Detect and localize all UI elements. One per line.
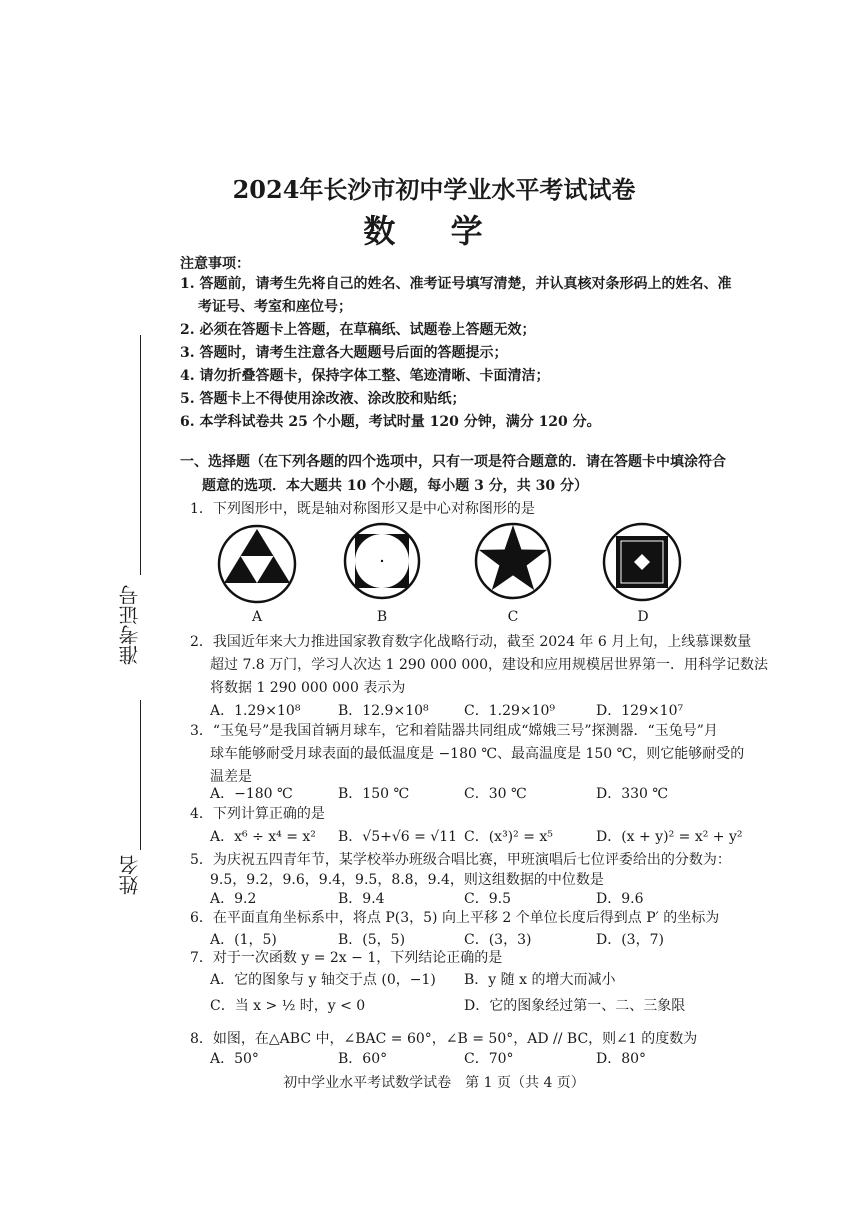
option-a: A．9.2 — [210, 891, 257, 907]
page-footer: 初中学业水平考试数学试卷 第 1 页（共 4 页） — [283, 1075, 585, 1091]
side-divider-top — [140, 335, 141, 575]
question-8-stem: 8．如图，在△ABC 中，∠BAC = 60°，∠B = 50°，AD // BC，则∠1 的度数为 — [190, 1031, 698, 1047]
figure-b-label: B — [376, 609, 388, 625]
option-a: A．−180 ℃ — [210, 786, 293, 802]
option-b: B．(5，5) — [338, 932, 406, 948]
option-d: D．80° — [596, 1051, 647, 1067]
question-7-stem: 7．对于一次函数 y = 2x − 1，下列结论正确的是 — [190, 950, 503, 966]
exam-title: 2024年长沙市初中学业水平考试试卷 — [232, 175, 636, 204]
notice-list — [180, 273, 760, 434]
notice-item: 4. 请勿折叠答题卡，保持字体工整、笔迹清晰、卡面清洁； — [180, 368, 550, 384]
option-a: A．x⁶ ÷ x⁴ = x² — [210, 829, 316, 845]
section-heading-line: 题意的选项．本大题共 10 个小题，每小题 3 分，共 30 分） — [202, 478, 588, 494]
question-1-stem: 1．下列图形中，既是轴对称图形又是中心对称图形的是 — [190, 501, 535, 517]
option-a: A．50° — [210, 1051, 259, 1067]
option-c: C．9.5 — [464, 891, 511, 907]
option-b: B．y 随 x 的增大而减小 — [464, 972, 616, 988]
option-d: D．330 ℃ — [596, 786, 669, 802]
exam-id-label: 准考证号 — [118, 585, 142, 665]
question-3-stem: 温差是 — [210, 769, 252, 785]
figure-a-label: A — [251, 609, 263, 625]
notice-item: 6. 本学科试卷共 25 个小题，考试时量 120 分钟，满分 120 分。 — [180, 414, 601, 430]
option-d: D．(x + y)² = x² + y² — [596, 829, 743, 845]
name-label: 姓名 — [118, 855, 142, 895]
figure-d-label: D — [637, 609, 649, 625]
question-6-stem: 6．在平面直角坐标系中，将点 P(3，5) 向上平移 2 个单位长度后得到点 P′ 的坐标为 — [190, 910, 720, 926]
notice-item: 考证号、考室和座位号； — [198, 299, 352, 315]
option-b: B．12.9×10⁸ — [338, 703, 429, 719]
notice-item: 3. 答题时，请考生注意各大题题号后面的答题提示； — [180, 345, 508, 361]
option-b: B．60° — [338, 1051, 388, 1067]
figure-d — [601, 521, 683, 603]
option-a: A．(1，5) — [210, 932, 277, 948]
subject-title: 数 学 — [363, 212, 505, 250]
option-c: C．1.29×10⁹ — [464, 703, 556, 719]
notice-heading: 注意事项： — [180, 256, 250, 272]
option-a: A．它的图象与 y 轴交于点 (0，−1) — [210, 972, 436, 988]
question-5-stem: 5．为庆祝五四青年节，某学校举办班级合唱比赛，甲班演唱后七位评委给出的分数为： — [190, 852, 731, 868]
question-3-stem: 球车能够耐受月球表面的最低温度是 −180 ℃、最高温度是 150 ℃，则它能够耐受的 — [210, 746, 745, 762]
question-3-stem: 3．“玉兔号”是我国首辆月球车，它和着陆器共同组成“嫦娥三号”探测器．“玉兔号”月 — [190, 723, 718, 739]
exam-id-line — [140, 700, 141, 850]
option-c: C．30 ℃ — [464, 786, 527, 802]
question-2-stem: 将数据 1 290 000 000 表示为 — [210, 680, 406, 696]
figure-a — [216, 523, 298, 605]
option-b: B．150 ℃ — [338, 786, 410, 802]
option-c: C．(3，3) — [464, 932, 532, 948]
notice-item: 1. 答题前，请考生先将自己的姓名、准考证号填写清楚，并认真核对条形码上的姓名、准 — [180, 276, 732, 292]
question-5-stem: 9.5，9.2，9.6，9.4，9.5，8.8，9.4，则这组数据的中位数是 — [210, 872, 604, 888]
option-d: D．129×10⁷ — [596, 703, 684, 719]
notice-item: 2. 必须在答题卡上答题，在草稿纸、试题卷上答题无效； — [180, 322, 536, 338]
figure-b — [342, 521, 422, 601]
option-d: D．(3，7) — [596, 932, 664, 948]
option-b: B．√5+√6 = √11 — [338, 829, 458, 845]
option-c: C．当 x > ½ 时，y < 0 — [210, 998, 366, 1014]
section-heading-line: 一、选择题（在下列各题的四个选项中，只有一项是符合题意的．请在答题卡中填涂符合 — [180, 454, 726, 470]
section-heading — [180, 450, 770, 498]
option-b: B．9.4 — [338, 891, 385, 907]
figure-c — [473, 521, 553, 601]
option-c: C．(x³)² = x⁵ — [464, 829, 553, 845]
question-2-stem: 超过 7.8 万门，学习人次达 1 290 000 000，建设和应用规模居世界第一．用科学记数法 — [210, 657, 769, 673]
option-c: C．70° — [464, 1051, 514, 1067]
question-4-stem: 4．下列计算正确的是 — [190, 806, 325, 822]
option-d: D．9.6 — [596, 891, 644, 907]
question-2-stem: 2．我国近年来大力推进国家教育数字化战略行动，截至 2024 年 6 月上旬，上线慕课数量 — [190, 634, 752, 650]
figure-c-label: C — [507, 609, 519, 625]
option-d: D．它的图象经过第一、二、三象限 — [464, 998, 686, 1014]
option-a: A．1.29×10⁸ — [210, 703, 301, 719]
notice-item: 5. 答题卡上不得使用涂改液、涂改胶和贴纸； — [180, 391, 466, 407]
